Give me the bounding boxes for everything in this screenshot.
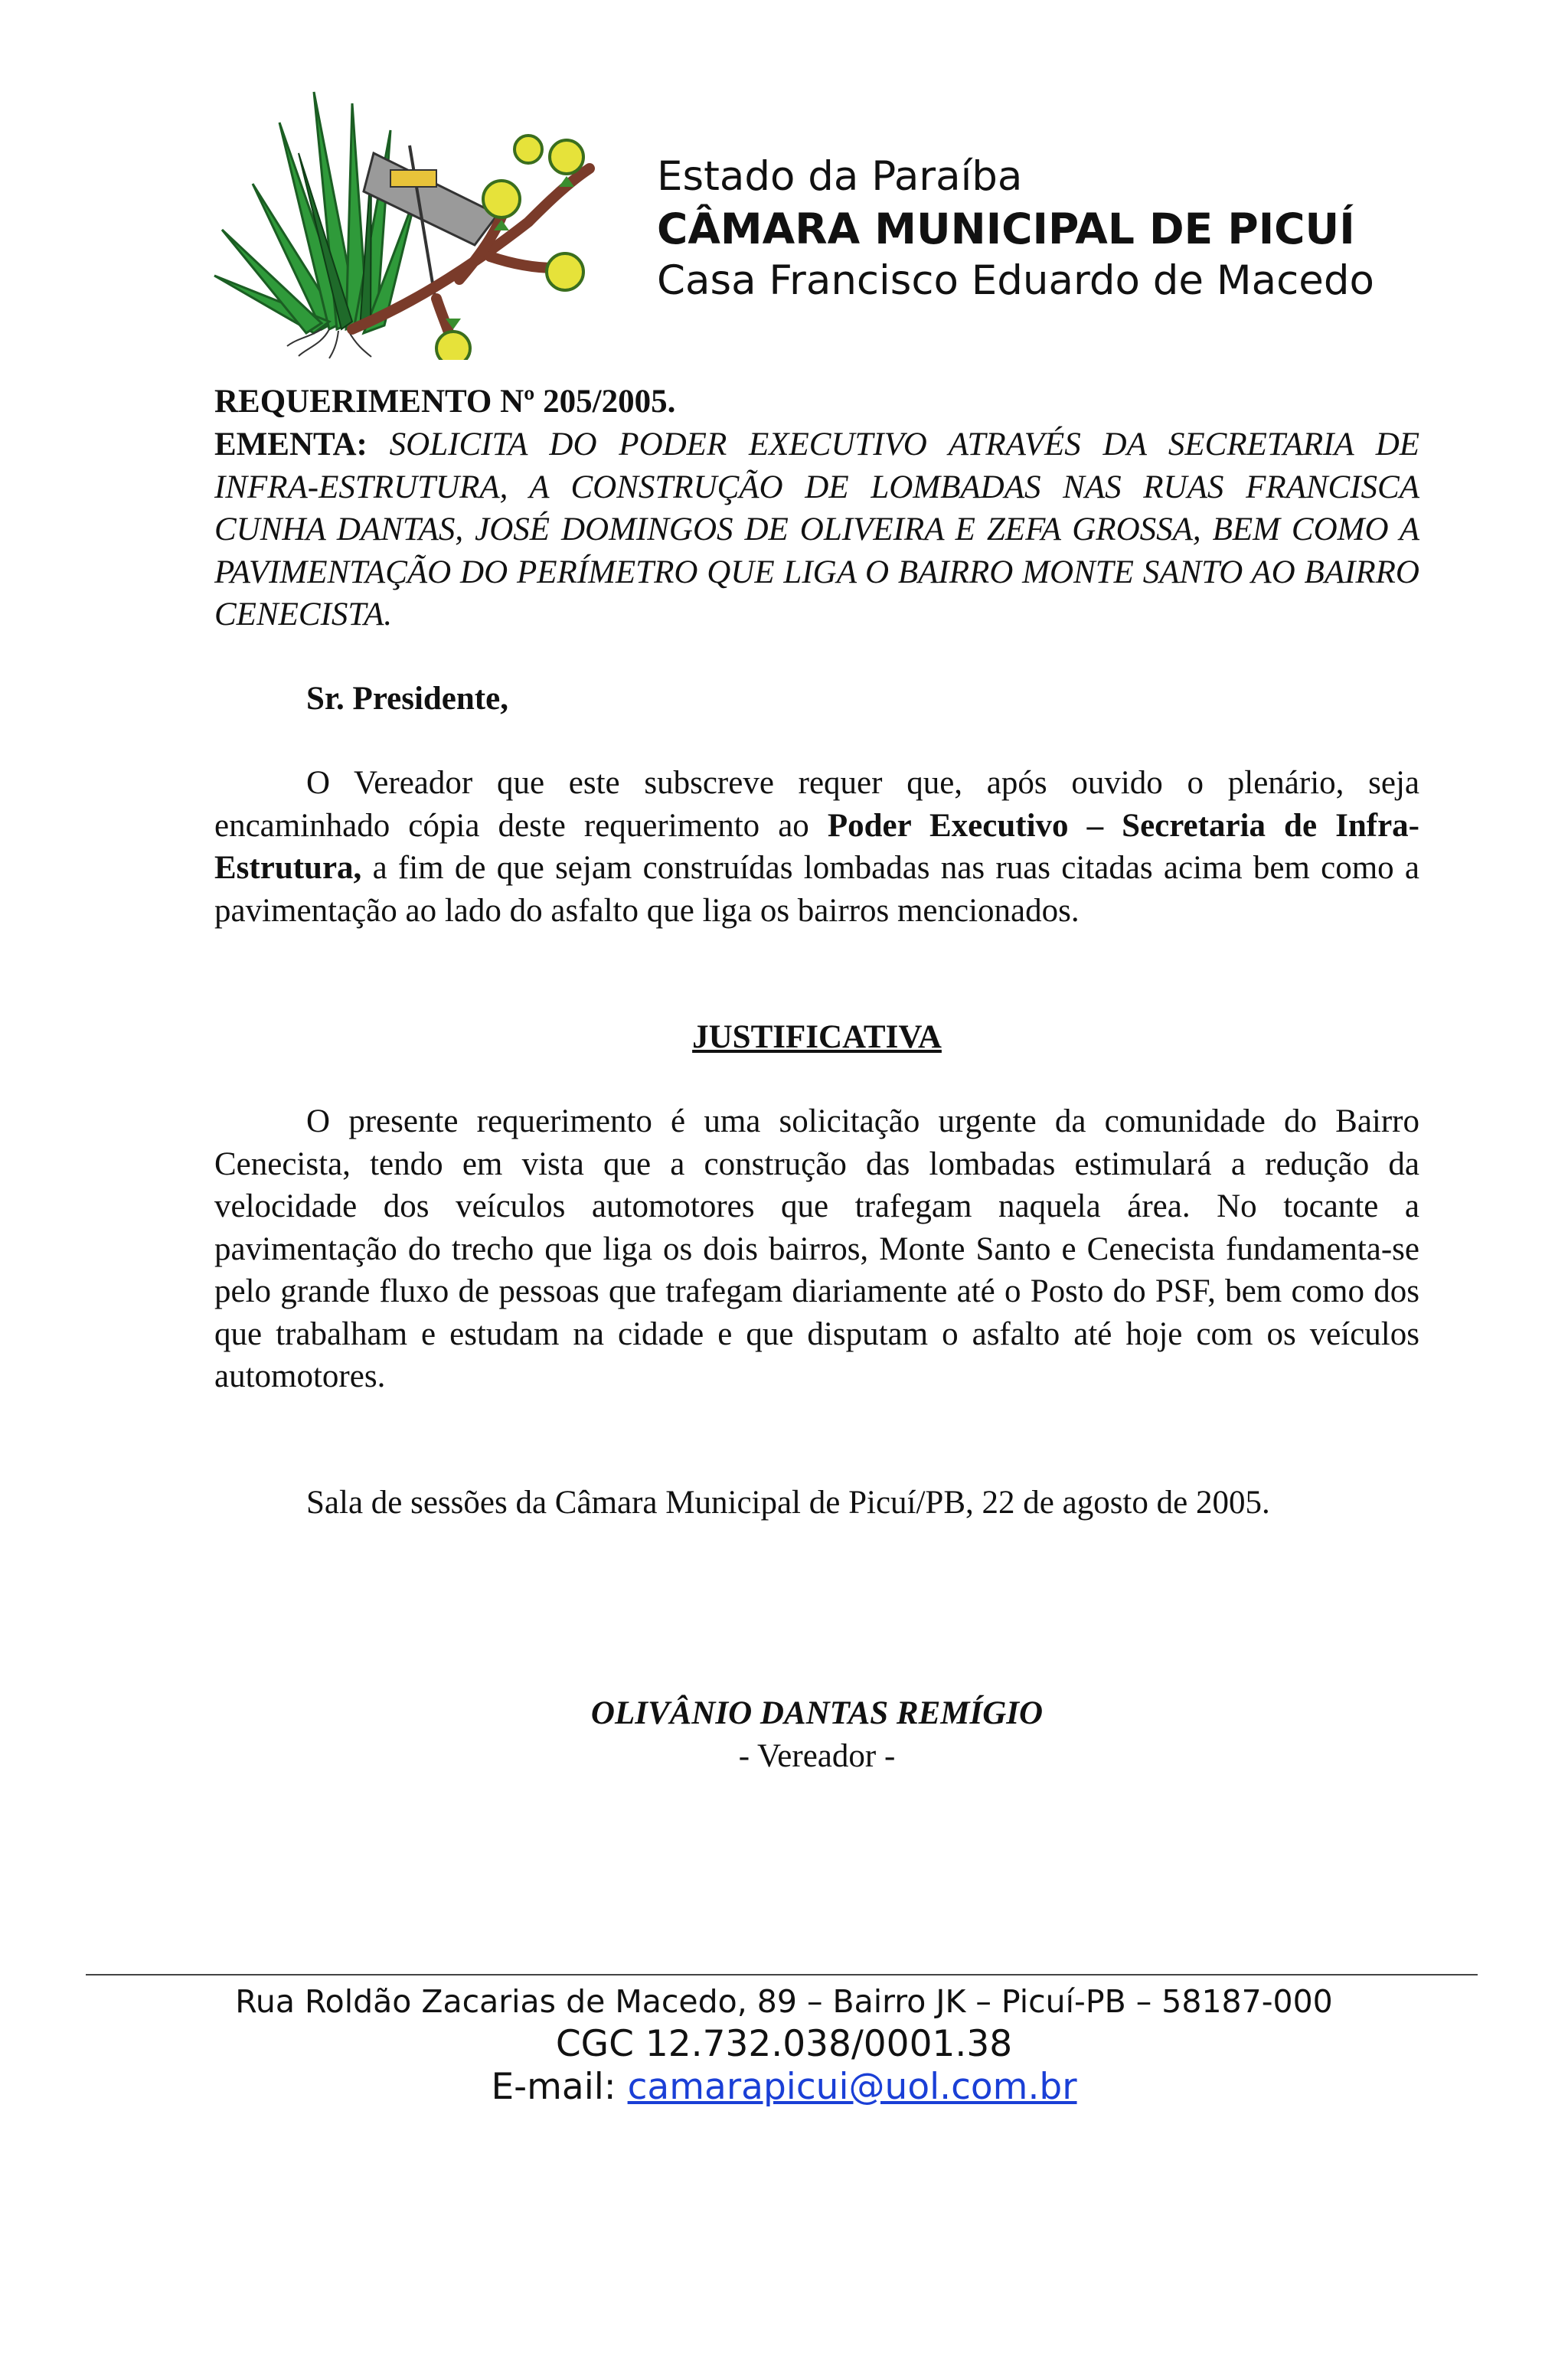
request-paragraph: [214, 762, 1419, 932]
chamber-logo-emblem: [207, 77, 605, 360]
state-name: Estado da Paraíba: [657, 153, 1023, 200]
email-label: E-mail:: [491, 2066, 628, 2108]
justification-heading: JUSTIFICATIVA: [692, 1019, 942, 1055]
date-line: Sala de sessões da Câmara Municipal de Picuí/PB, 22 de agosto de 2005.: [306, 1485, 1270, 1521]
ementa-label: EMENTA:: [214, 426, 368, 462]
email-link[interactable]: camarapicui@uol.com.br: [627, 2066, 1077, 2108]
letterhead: [657, 150, 1374, 308]
footer-cgc: CGC 12.732.038/0001.38: [555, 2023, 1013, 2065]
ementa: [214, 423, 1419, 636]
request-recipient: Poder Executivo – Secretaria de Infra-Estrutura,: [214, 807, 1419, 886]
request-text-end: a fim de que sejam construídas lombadas nas ruas citadas acima bem como a pavimentação ao lado do asfalto que liga os bairros mencionados.: [214, 850, 1419, 929]
greeting: Sr. Presidente,: [306, 681, 508, 717]
footer-divider: [86, 1974, 1478, 1975]
ementa-text: SOLICITA DO PODER EXECUTIVO ATRAVÉS DA SECRETARIA DE INFRA-ESTRUTURA, A CONSTRUÇÃO DE LOMBADAS NAS RUAS FRANCISCA CUNHA DANTAS, JOSÉ DOMINGOS DE OLIVEIRA E ZEFA GROSSA, BEM COMO A PAVIMENTAÇÃO DO PERÍMETRO QUE LIGA O BAIRRO MONTE SANTO AO BAIRRO CENECISTA.: [214, 426, 1420, 632]
house-name: Casa Francisco Eduardo de Macedo: [657, 257, 1374, 304]
footer-email-line: [0, 2064, 1568, 2110]
chamber-name: CÂMARA MUNICIPAL DE PICUÍ: [657, 204, 1355, 253]
footer-address: Rua Roldão Zacarias de Macedo, 89 – Bairro JK – Picuí-PB – 58187-000: [235, 1983, 1333, 2020]
document-title: REQUERIMENTO Nº 205/2005.: [214, 384, 676, 420]
justification-paragraph: O presente requerimento é uma solicitação urgente da comunidade do Bairro Cenecista, tendo em vista que a construção das lombadas estimulará a redução da velocidade dos veículos automotores que trafegam naquela área. No tocante a pavimentação do trecho que liga os dois bairros, Monte Santo e Cenecista fundamenta-se pelo grande fluxo de pessoas que trafegam diariamente até o Posto do PSF, bem como dos que trabalham e estudam na cidade e que disputam o asfalto até hoje com os veículos automotores.: [214, 1103, 1419, 1394]
signatory-name: OLIVÂNIO DANTAS REMÍGIO: [590, 1695, 1044, 1731]
signatory-role: - Vereador -: [738, 1738, 896, 1774]
request-text-start: O Vereador que este subscreve requer que, após ouvido o plenário, seja encaminhado cópia deste requerimento ao: [214, 765, 1419, 844]
